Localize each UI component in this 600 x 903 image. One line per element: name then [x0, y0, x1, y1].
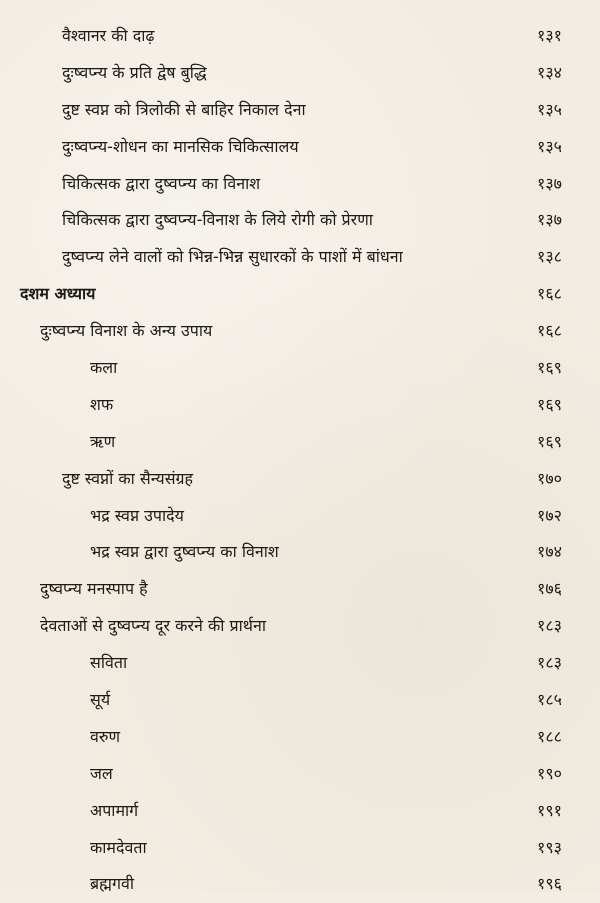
entry-title: कामदेवता [90, 837, 147, 857]
page-number: १९१ [537, 800, 562, 820]
toc-entry-row [0, 498, 600, 535]
toc-entry-row [0, 645, 600, 682]
entry-title: भद्र स्वप्न द्वारा दुष्वप्न्य का विनाश [90, 542, 279, 562]
page-number: १८८ [537, 726, 562, 746]
page-number: १६९ [537, 394, 562, 414]
toc-entry-row [0, 461, 600, 498]
toc-entry-row [0, 387, 600, 424]
toc-entry-row [0, 608, 600, 645]
entry-title: दुष्वप्न्य मनस्पाप है [40, 579, 148, 599]
page-number: १९६ [537, 874, 562, 894]
table-of-contents [0, 18, 600, 903]
entry-title: दुष्ट स्वप्न को त्रिलोकी से बाहिर निकाल देना [62, 99, 306, 119]
toc-entry-row [0, 793, 600, 830]
entry-title: शफ [90, 394, 114, 414]
entry-title: देवताओं से दुष्वप्न्य दूर करने की प्रार्थना [40, 616, 266, 636]
page-number: १६९ [537, 358, 562, 378]
page-number: १३७ [537, 210, 562, 230]
page-number: १९३ [537, 837, 562, 857]
entry-title: चिकित्सक द्वारा दुष्वप्न्य-विनाश के लिये रोगी को प्रेरणा [62, 210, 373, 230]
page-number: १६८ [537, 284, 562, 304]
toc-entry-row [0, 18, 600, 55]
page-number: १८३ [537, 616, 562, 636]
entry-title: वैश्वानर की दाढ़ [62, 26, 155, 45]
entry-title: दुष्ट स्वप्नों का सैन्यसंग्रह [62, 468, 194, 488]
page-number: १३५ [537, 99, 562, 119]
page-number: १७४ [537, 542, 562, 562]
page-number: १७० [537, 468, 562, 488]
page-number: १९० [537, 763, 562, 783]
entry-title: ब्रह्मगवी [90, 874, 135, 894]
page-number: १३४ [537, 62, 562, 82]
page-number: १३८ [537, 247, 562, 267]
page-number: १६९ [537, 431, 562, 451]
toc-entry-row [0, 830, 600, 867]
entry-title: भद्र स्वप्न उपादेय [90, 505, 184, 525]
toc-entry-row [0, 534, 600, 571]
toc-entry-row [0, 166, 600, 203]
entry-title: सूर्य [90, 690, 111, 710]
entry-title: जल [90, 763, 113, 783]
page-number: १७६ [537, 579, 562, 599]
toc-entry-row [0, 424, 600, 461]
entry-title: ऋण [90, 431, 116, 451]
page-number: १३१ [537, 26, 562, 45]
entry-title: चिकित्सक द्वारा दुष्वप्न्य का विनाश [62, 173, 261, 193]
toc-entry-row [0, 866, 600, 903]
toc-entry-row [0, 55, 600, 92]
entry-title: दुःष्वप्न्य-शोधन का मानसिक चिकित्सालय [62, 136, 299, 156]
entry-title: कला [90, 358, 118, 378]
chapter-heading-row [0, 276, 600, 313]
toc-entry-row [0, 350, 600, 387]
entry-title: अपामार्ग [90, 800, 139, 820]
page-number: १३५ [537, 136, 562, 156]
page-number: १३७ [537, 173, 562, 193]
entry-title: दुष्वप्न्य लेने वालों को भिन्न-भिन्न सुधारकों के पाशों में बांधना [62, 247, 403, 267]
entry-title: दुःष्वप्न्य विनाश के अन्य उपाय [40, 321, 213, 341]
toc-entry-row [0, 756, 600, 793]
toc-entry-row [0, 92, 600, 129]
entry-title: सविता [90, 653, 128, 673]
toc-entry-row [0, 313, 600, 350]
page-number: १८५ [537, 690, 562, 710]
toc-entry-row [0, 571, 600, 608]
toc-entry-row [0, 719, 600, 756]
page-number: १७२ [537, 505, 562, 525]
toc-entry-row [0, 682, 600, 719]
entry-title: दुःष्वप्न्य के प्रति द्वेष बुद्धि [62, 62, 207, 82]
toc-entry-row [0, 202, 600, 239]
toc-entry-row [0, 129, 600, 166]
entry-title: वरुण [90, 726, 121, 746]
chapter-title: दशम अध्याय [20, 284, 96, 304]
toc-entry-row [0, 239, 600, 276]
page-number: १६८ [537, 321, 562, 341]
page-number: १८३ [537, 653, 562, 673]
